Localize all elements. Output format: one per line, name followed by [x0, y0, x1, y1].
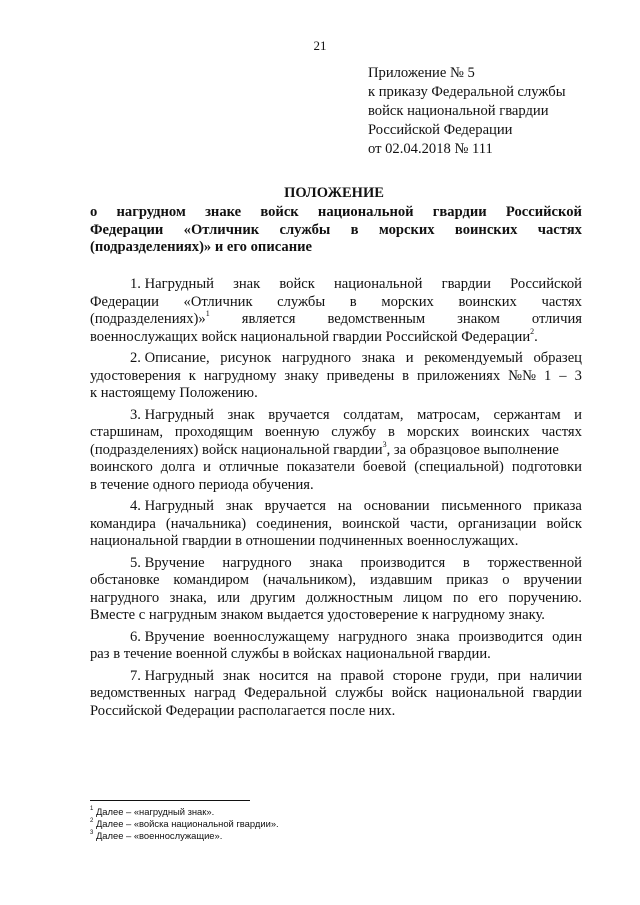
appendix-line: Приложение № 5 — [368, 65, 475, 81]
text-line — [90, 294, 582, 312]
page-number: 21 — [313, 38, 327, 53]
word: знака — [309, 554, 343, 571]
word: командиром — [173, 572, 249, 588]
text-line: национальной гвардии в отношении подчиненных военнослужащих. — [90, 533, 519, 549]
word: гвардии — [432, 204, 487, 220]
word: в — [349, 293, 357, 310]
word: знаку — [284, 367, 319, 384]
word: носится — [258, 667, 309, 684]
word: знак — [233, 276, 261, 292]
word: военнослужащему — [213, 628, 330, 645]
word: подготовки — [511, 459, 582, 475]
word: в — [350, 221, 359, 238]
word: 1 — [544, 367, 552, 384]
word: воинских — [454, 221, 518, 238]
word: воинского — [90, 459, 153, 475]
text-segment: . — [534, 328, 538, 345]
word: приложениях — [417, 367, 501, 384]
word: образец — [533, 350, 582, 366]
text-line: в течение одного периода обучения. — [90, 476, 314, 493]
text-line: Российской Федерации располагается после них. — [90, 702, 396, 719]
word: знак — [227, 406, 255, 423]
text-line: к настоящему Положению. — [90, 385, 258, 401]
word: вручается — [264, 498, 326, 514]
word: морских — [406, 424, 460, 440]
word: (специальной) — [414, 459, 504, 475]
word: знака — [416, 628, 450, 645]
word: обстановке — [90, 572, 160, 588]
footnote-divider — [90, 800, 250, 801]
word: приказ — [446, 572, 489, 588]
word: знак — [225, 498, 253, 514]
word: вручении — [523, 572, 582, 588]
text-segment: является — [241, 311, 296, 327]
word: знака, — [169, 589, 207, 606]
word: службы — [279, 221, 331, 238]
word: показатели — [286, 459, 355, 475]
text-segment: военнослужащих войск национальной гвардии Российской Федерации — [90, 328, 531, 345]
word: войск — [391, 685, 428, 701]
word: в — [402, 367, 410, 384]
word: или — [217, 589, 241, 606]
text-segment: знаком — [457, 311, 500, 327]
word: стороне — [392, 667, 442, 684]
word: службы — [335, 685, 384, 701]
text-segment: ведомственным — [327, 311, 426, 327]
word: войск — [279, 276, 315, 292]
word: на — [337, 498, 352, 514]
word: его — [478, 589, 498, 606]
document-body — [90, 276, 582, 724]
text-line — [90, 668, 582, 686]
word: частях — [541, 293, 582, 310]
word: службы — [277, 293, 326, 310]
word: соединения, — [256, 515, 332, 532]
word: один — [552, 628, 582, 645]
word: издавшим — [369, 572, 433, 588]
word: к — [188, 367, 196, 384]
word: нагрудному — [203, 367, 277, 384]
paragraph-7 — [90, 668, 582, 721]
word: 4. Нагрудный — [130, 498, 214, 514]
word: Российской — [510, 276, 582, 292]
footnote-ref: 2 — [530, 326, 535, 336]
text-segment — [90, 311, 210, 329]
word: боевой — [362, 459, 407, 475]
word: гвардии — [441, 276, 491, 292]
word: груди, — [450, 667, 489, 684]
word: воинских — [471, 424, 530, 440]
text-line — [90, 350, 582, 368]
word: 3. Нагрудный — [130, 406, 214, 423]
word: другим — [250, 589, 296, 606]
text-segment: , за образцовое выполнение — [386, 441, 559, 458]
paragraph-5 — [90, 555, 582, 625]
appendix-line: от 02.04.2018 № 111 — [368, 141, 493, 157]
text-line — [90, 368, 582, 386]
word: 3 — [574, 367, 582, 384]
text-line — [90, 516, 582, 534]
text-line — [90, 572, 582, 590]
word: нагрудного — [281, 350, 352, 366]
appendix-line: к приказу Федеральной службы — [368, 84, 566, 100]
word: в — [388, 424, 395, 440]
text-line — [90, 459, 582, 477]
word: знак — [222, 667, 250, 684]
word: рисунок — [220, 350, 272, 366]
text-line — [90, 407, 582, 425]
text-segment: (подразделениях)» — [90, 311, 206, 327]
word: долга — [160, 459, 196, 475]
footnote-ref: 3 — [382, 439, 387, 449]
appendix-line: войск национальной гвардии — [368, 103, 549, 119]
word: Федерации — [90, 293, 159, 310]
word: знаке — [205, 204, 242, 220]
paragraph-3 — [90, 407, 582, 495]
word: частях — [541, 424, 582, 440]
word: войск — [260, 204, 299, 220]
word: сержантам — [493, 406, 561, 423]
word: «Отличник — [183, 221, 260, 238]
text-line — [90, 311, 582, 329]
word: №№ — [508, 367, 537, 384]
word: по — [453, 589, 469, 606]
word: правой — [340, 667, 384, 684]
word: производится — [360, 554, 446, 571]
word: матросам, — [417, 406, 480, 423]
word: знака — [361, 350, 396, 366]
subtitle-line — [90, 204, 582, 222]
subtitle-line — [90, 222, 582, 240]
word: в — [462, 554, 470, 571]
word: воинской — [342, 515, 400, 532]
text-line — [90, 424, 582, 442]
appendix-line: Российской Федерации — [368, 122, 513, 138]
word: «Отличник — [183, 293, 253, 310]
word: морских — [378, 221, 435, 238]
word: письменного — [441, 498, 522, 514]
text-segment: отличия — [531, 311, 582, 327]
word: и — [203, 459, 211, 475]
document-subtitle — [90, 204, 582, 257]
footnotes — [90, 806, 490, 842]
footnote-number: 3 — [90, 829, 94, 836]
word: о — [502, 572, 510, 588]
word: (начальником), — [262, 572, 357, 588]
word: вручается — [268, 406, 330, 423]
word: торжественной — [487, 554, 582, 571]
word: наград — [194, 685, 236, 701]
word: Федеральной — [244, 685, 327, 701]
word: национальной — [317, 204, 414, 220]
word: производится — [458, 628, 544, 645]
word: национальной — [435, 685, 525, 701]
word: старшинам, — [90, 424, 164, 440]
text-line — [90, 590, 582, 608]
paragraph-2 — [90, 350, 582, 403]
text-line — [90, 439, 582, 460]
word: нагрудного — [338, 628, 408, 645]
text-line — [90, 276, 582, 294]
word: 5. Вручение — [130, 554, 205, 571]
word: на — [317, 667, 332, 684]
text-line — [90, 498, 582, 516]
word: при — [497, 667, 521, 684]
word: поручению. — [508, 589, 582, 606]
word: – — [559, 367, 567, 384]
text-line: раз в течение военной службы в войсках национальной гвардии. — [90, 646, 491, 662]
word: нагрудном — [116, 204, 186, 220]
word: и — [574, 406, 582, 423]
word: 2. Описание, — [130, 350, 210, 366]
footnote-number: 2 — [90, 817, 94, 824]
word: 6. Вручение — [130, 628, 205, 645]
word: лицом — [403, 589, 443, 606]
text-segment: (подразделениях) войск национальной гвардии — [90, 441, 383, 458]
word: службу — [331, 424, 377, 440]
word: приказа — [533, 498, 582, 514]
paragraph-1 — [90, 276, 582, 346]
word: должностным — [305, 589, 393, 606]
footnote-text: Далее – «военнослужащие». — [95, 830, 223, 841]
word: Федерации — [90, 221, 164, 238]
appendix-header — [368, 64, 618, 159]
word: рекомендуемый — [424, 350, 523, 366]
text-line — [90, 555, 582, 573]
footnote-number: 1 — [90, 805, 94, 812]
word: проходящим — [174, 424, 253, 440]
text-line — [90, 629, 582, 647]
word: Российской — [505, 204, 582, 220]
word: ведомственных — [90, 685, 186, 701]
word: морских — [381, 293, 434, 310]
word: 1. Нагрудный — [130, 276, 214, 292]
word: (начальника) — [165, 515, 247, 532]
footnote-text: Далее – «войска национальной гвардии». — [95, 818, 279, 829]
word: командира — [90, 515, 156, 532]
word: и — [405, 350, 414, 366]
text-line — [90, 685, 582, 703]
word: нагрудного — [222, 554, 292, 571]
paragraph-4 — [90, 498, 582, 551]
word: части, — [409, 515, 448, 532]
word: основании — [363, 498, 430, 514]
word: нагрудного — [90, 589, 160, 606]
word: удостоверения — [90, 367, 181, 384]
word: наличии — [529, 667, 582, 684]
footnote-text: Далее – «нагрудный знак». — [95, 806, 215, 817]
text-line: Вместе с нагрудным знаком выдается удостоверение к нагрудному знаку. — [90, 607, 545, 623]
footnote — [90, 806, 490, 818]
word: отличные — [218, 459, 279, 475]
word: солдатам, — [343, 406, 404, 423]
footnote — [90, 830, 490, 842]
paragraph-6 — [90, 629, 582, 664]
footnote — [90, 818, 490, 830]
word: организации — [458, 515, 537, 532]
word: национальной — [333, 276, 423, 292]
word: частях — [537, 221, 582, 238]
text-line — [90, 326, 582, 347]
subtitle-line: (подразделениях)» и его описание — [90, 239, 312, 255]
word: военную — [264, 424, 320, 440]
word: гвардии — [532, 685, 582, 701]
word: 7. Нагрудный — [130, 667, 214, 684]
word: воинских — [458, 293, 517, 310]
footnote-ref: 1 — [205, 309, 210, 319]
word: войск — [546, 515, 582, 532]
word: приведены — [326, 367, 395, 384]
word: о — [90, 204, 98, 220]
document-title: ПОЛОЖЕНИЕ — [284, 185, 384, 201]
